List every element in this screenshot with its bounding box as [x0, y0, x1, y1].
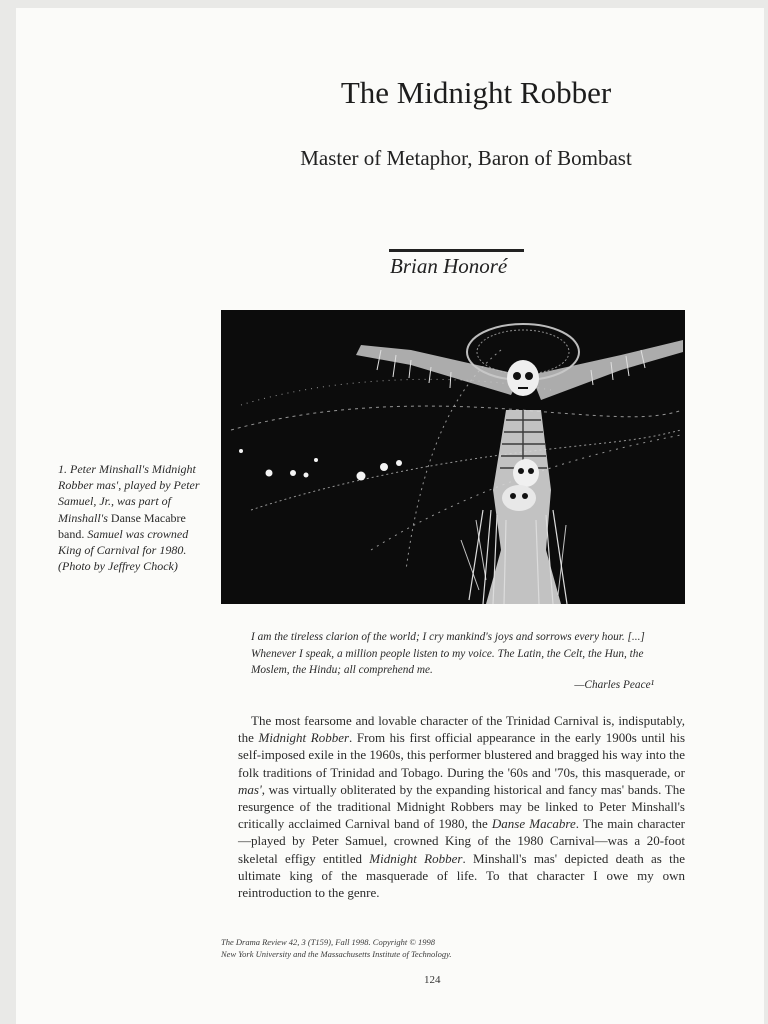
body-text-i: . Minshall's mas' depicted death as the ultimate king of the masquerade of life. To that character I owe my own reintroduction to the genre. — [238, 850, 685, 901]
figure-caption — [58, 461, 204, 574]
body-text-f: Danse Macabre — [491, 816, 576, 832]
body-paragraph — [238, 712, 685, 901]
caption-part-1: 1. Peter Minshall's Midnight Robber mas', played by Peter Samuel, Jr., was part of Minshall's — [58, 462, 200, 525]
body-text-c: . From his first official appearance in the early 1900s until his self-imposed exile in the 1960s, this performer blustered and bragged his way into the folk traditions of Trinidad and Tobago. During the '60s and '70s, this masquerade, or — [238, 730, 686, 780]
body-text-e: , was virtually obliterated by the expanding historical and fancy mas' bands. The resurgence of the traditional Midnight Robbers may be linked to Peter Minshall's critically acclaimed Carnival band of 1980, the — [238, 781, 685, 832]
midnight-robber-photo — [221, 310, 685, 604]
body-text-b: Midnight Robber — [258, 730, 350, 746]
journal-footer — [221, 936, 581, 960]
footer-line-1: The Drama Review 42, 3 (T159), Fall 1998. Copyright © 1998 — [221, 937, 435, 947]
body-text-d: mas' — [238, 781, 262, 797]
author-name: Brian Honoré — [390, 254, 508, 278]
page-number: 124 — [424, 974, 441, 986]
figure-photo — [221, 310, 685, 604]
article-title: The Midnight Robber — [340, 75, 612, 110]
body-text-g: . The main character—played by Peter Samuel, crowned King of the 1980 Carnival—was a 20-foot skeletal effigy entitled — [238, 816, 685, 866]
epigraph-attribution: —Charles Peace¹ — [574, 679, 654, 691]
body-text-a: The most fearsome and lovable character of the Trinidad Carnival is, indisputably, the — [238, 713, 685, 746]
article-subtitle: Master of Metaphor, Baron of Bombast — [300, 146, 632, 170]
page — [16, 8, 764, 1024]
author-rule — [389, 249, 524, 252]
epigraph-quote: I am the tireless clarion of the world; I cry mankind's joys and sorrows every hour. [...] Whenever I speak, a million people listen to my voice. The Latin, the Celt, the Hun, the Moslem, the Hindu; all comprehend me. — [251, 631, 645, 676]
body-text-h: Midnight Robber — [369, 850, 463, 866]
caption-part-2: Danse Macabre band. — [58, 510, 186, 541]
footer-line-2: New York University and the Massachusetts Institute of Technology. — [221, 949, 452, 959]
caption-part-3: Samuel was crowned King of Carnival for 1980. (Photo by Jeffrey Chock) — [58, 526, 189, 574]
